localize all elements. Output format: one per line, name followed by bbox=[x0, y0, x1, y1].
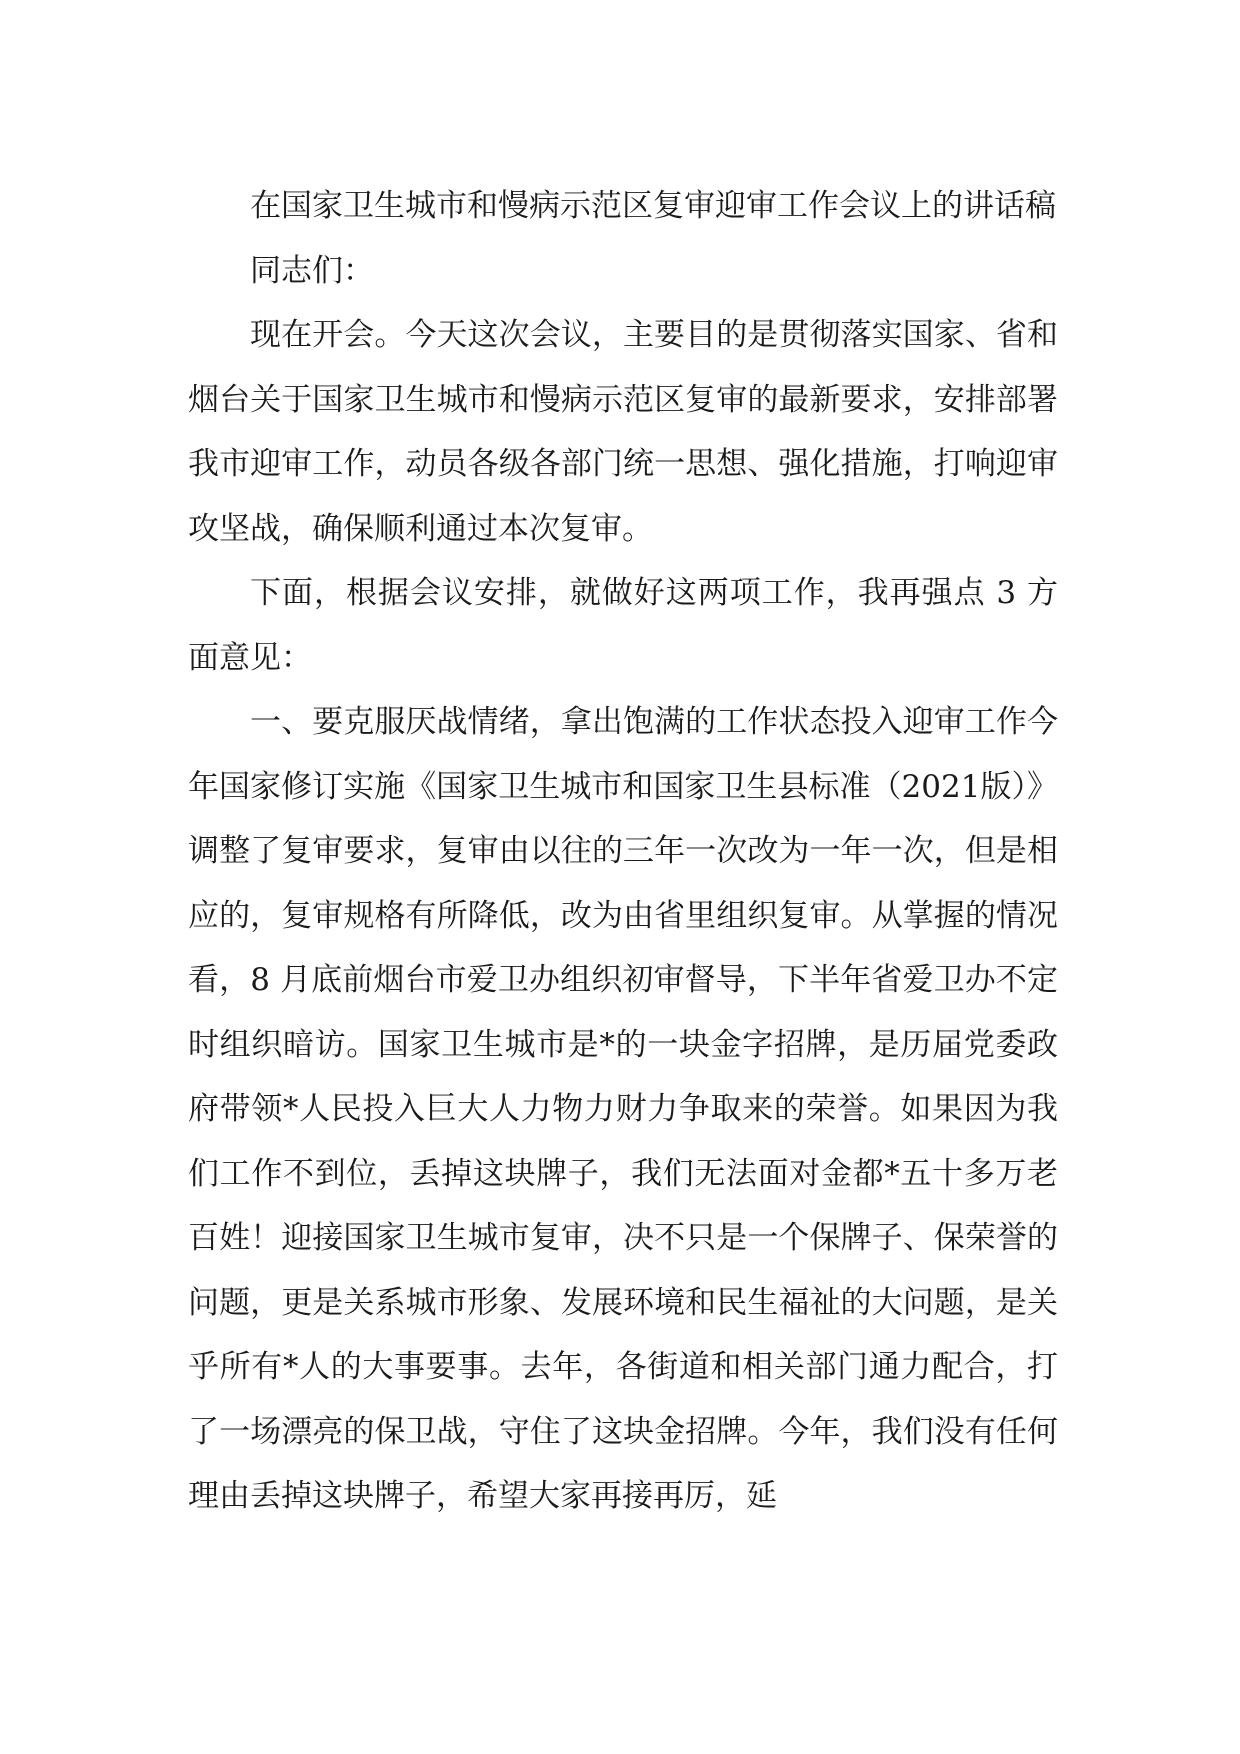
section-one-paragraph: 一、要克服厌战情绪，拿出饱满的工作状态投入迎审工作今年国家修订实施《国家卫生城市和国家卫生县标准（2021版）》调整了复审要求，复审由以往的三年一次改为一年一次，但是相应的，复审规格有所降低，改为由省里组织复审。从掌握的情况看，8 月底前烟台市爱卫办组织初审督导，下半年省爱卫办不定时组织暗访。国家卫生城市是*的一块金字招牌，是历届党委政府带领*人民投入巨大人力物力财力争取来的荣誉。如果因为我们工作不到位，丢掉这块牌子，我们无法面对金都*五十多万老百姓！迎接国家卫生城市复审，决不只是一个保牌子、保荣誉的问题，更是关系城市形象、发展环境和民生福祉的大问题，是关乎所有*人的大事要事。去年，各街道和相关部门通力配合，打了一场漂亮的保卫战，守住了这块金招牌。今年，我们没有任何理由丢掉这块牌子，希望大家再接再厉，延 bbox=[188, 704, 1058, 1514]
opening-paragraph: 现在开会。今天这次会议，主要目的是贯彻落实国家、省和烟台关于国家卫生城市和慢病示范区复审的最新要求，安排部署我市迎审工作，动员各级各部门统一思想、强化措施，打响迎审攻坚战，确保顺利通过本次复审。 bbox=[188, 317, 1058, 547]
document-body bbox=[188, 174, 1058, 1529]
document-title: 在国家卫生城市和慢病示范区复审迎审工作会议上的讲话稿 bbox=[250, 188, 1056, 224]
transition-paragraph: 下面，根据会议安排，就做好这两项工作，我再强点 3 方面意见： bbox=[188, 575, 1058, 676]
salutation-paragraph: 同志们： bbox=[250, 252, 374, 289]
